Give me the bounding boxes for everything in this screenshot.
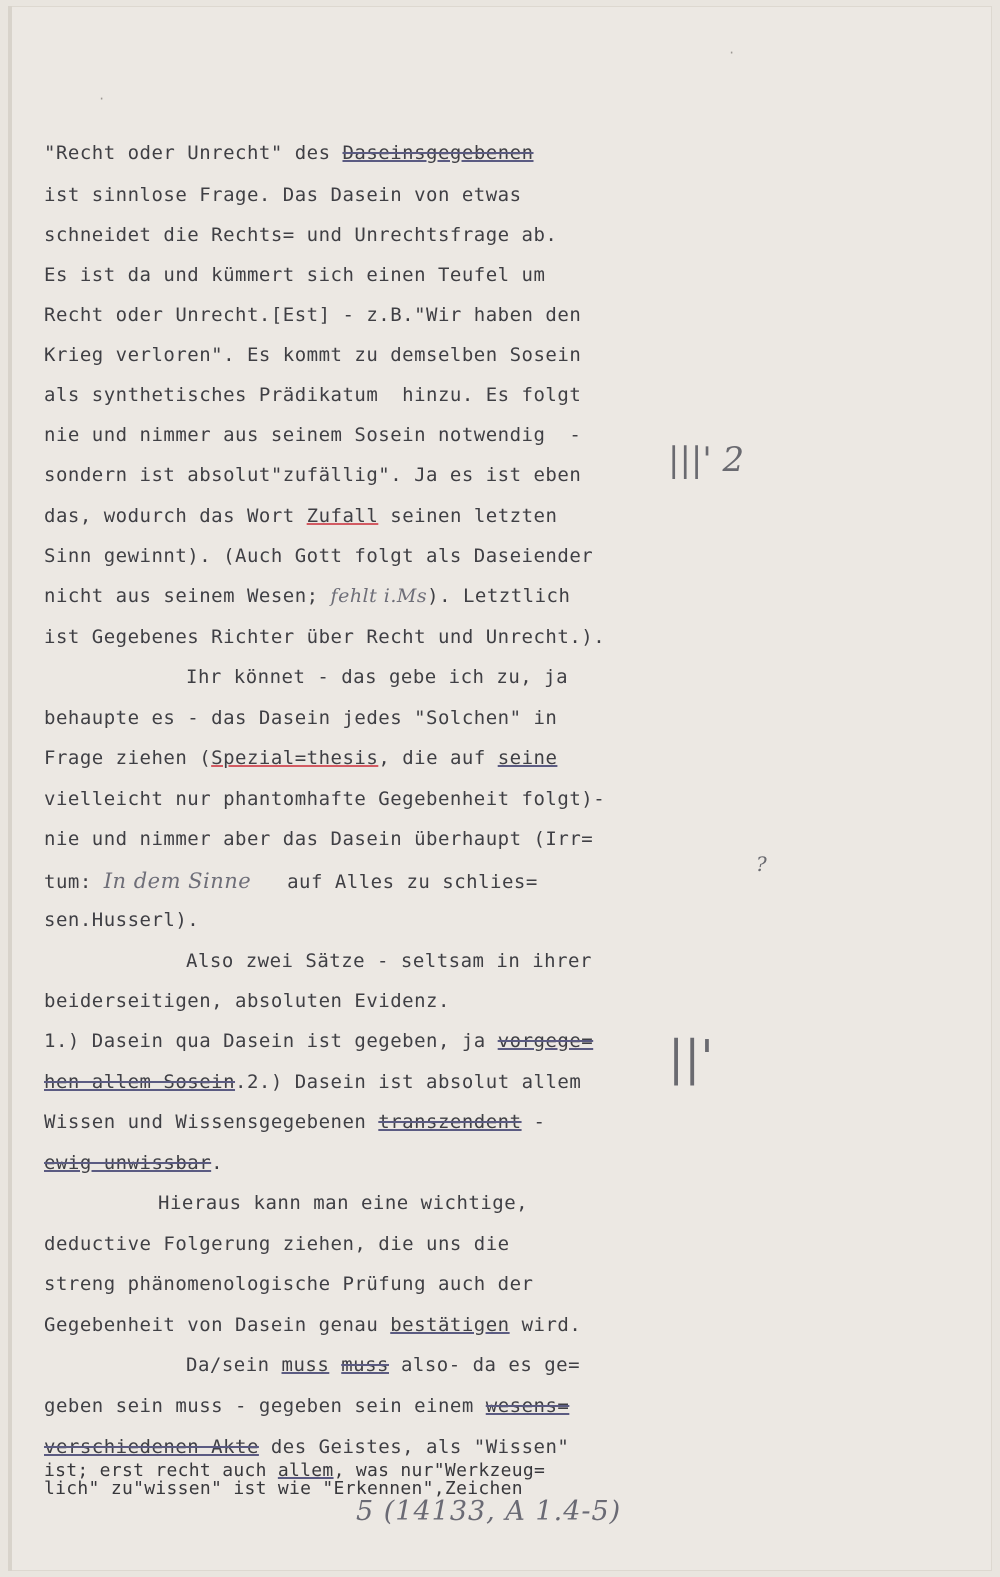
text-line-18: nie und nimmer aber das Dasein überhaupt (Irr=	[44, 828, 594, 850]
text-line-16	[44, 747, 557, 769]
underlined-word: allem	[277, 1460, 334, 1481]
underlined-word: seine	[497, 747, 558, 769]
text-line-7: als synthetisches Prädikatum hinzu. Es folgt	[44, 384, 582, 406]
handwritten-annotation: fehlt i.Ms	[330, 585, 428, 607]
text-line-14: Ihr könnet - das gebe ich zu, ja	[186, 666, 569, 688]
text-segment: .	[211, 1152, 224, 1174]
text-segment: also- da es ge=	[389, 1354, 581, 1376]
text-line-33	[44, 1436, 569, 1458]
paper-speck: ·	[728, 46, 736, 60]
text-segment: auf Alles zu schlies=	[251, 871, 538, 893]
text-segment: des Geistes, als "Wissen"	[258, 1436, 570, 1458]
text-segment: Frage ziehen (	[44, 747, 212, 769]
text-line-28: deductive Folgerung ziehen, die uns die	[44, 1233, 510, 1255]
text-line-30	[44, 1314, 581, 1336]
text-segment: Wissen und Wissensgegebenen	[44, 1111, 379, 1133]
text-line-29: streng phänomenologische Prüfung auch der	[44, 1273, 534, 1295]
text-line-3: schneidet die Rechts= und Unrechtsfrage ab.	[44, 224, 558, 246]
underlined-word: bestätigen	[390, 1314, 510, 1336]
text-line-24	[44, 1071, 581, 1093]
text-line-35: lich" zu"wissen" ist wie "Erkennen",Zeichen	[44, 1478, 523, 1499]
text-line-25	[44, 1111, 545, 1133]
text-line-8: nie und nimmer aus seinem Sosein notwendig -	[44, 424, 582, 446]
text-line-10	[44, 505, 557, 527]
text-segment: .2.) Dasein ist absolut allem	[235, 1071, 582, 1093]
text-line-17: vielleicht nur phantomhafte Gegebenheit folgt)-	[44, 788, 606, 810]
text-line-5: Recht oder Unrecht.[Est] - z.B."Wir haben den	[44, 304, 582, 326]
text-line-19	[44, 869, 538, 893]
text-segment: -	[521, 1111, 546, 1133]
underlined-word: hen allem Sosein	[44, 1071, 236, 1093]
text-line-23	[44, 1030, 593, 1052]
text-line-15: behaupte es - das Dasein jedes "Solchen" in	[44, 707, 558, 729]
text-line-26	[44, 1152, 223, 1174]
paper-speck: ·	[98, 92, 106, 106]
text-line-6: Krieg verloren". Es kommt zu demselben Sosein	[44, 344, 582, 366]
text-segment: seinen letzten	[378, 505, 558, 527]
text-line-13: ist Gegebenes Richter über Recht und Unrecht.).	[44, 626, 606, 648]
underlined-word: transzendent	[378, 1111, 522, 1133]
text-segment: tum:	[44, 871, 104, 893]
text-segment: "Recht oder Unrecht" des	[44, 142, 343, 164]
underlined-word: verschiedenen Akte	[44, 1436, 259, 1458]
text-segment: 1.) Dasein qua Dasein ist gegeben, ja	[44, 1030, 498, 1052]
text-segment: wird.	[509, 1314, 582, 1336]
text-line-31	[186, 1354, 580, 1376]
text-line-27: Hieraus kann man eine wichtige,	[158, 1192, 529, 1214]
underlined-word: Zufall	[306, 505, 379, 527]
text-segment: , was nur"Werkzeug=	[333, 1460, 546, 1481]
text-segment: ist; erst recht auch	[44, 1460, 278, 1481]
underlined-word: ewig unwissbar	[44, 1152, 212, 1174]
text-segment: , die auf	[378, 747, 498, 769]
underlined-word: Daseinsgegebenen	[342, 142, 534, 164]
struck-word: muss	[341, 1354, 389, 1376]
text-segment: das, wodurch das Wort	[44, 505, 307, 527]
handwritten-annotation: In dem Sinne	[103, 869, 252, 893]
margin-question-mark: ?	[756, 852, 767, 876]
text-line-32	[44, 1395, 569, 1417]
text-line-21: Also zwei Sätze - seltsam in ihrer	[186, 950, 592, 972]
text-line-12	[44, 585, 570, 607]
margin-mark-upper: |||' 2	[668, 440, 745, 480]
underlined-word: Spezial=thesis	[211, 747, 379, 769]
text-line-1	[44, 142, 534, 164]
text-segment: Da/sein	[186, 1354, 282, 1376]
underlined-word: wesens=	[485, 1395, 570, 1417]
text-line-4: Es ist da und kümmert sich einen Teufel um	[44, 264, 546, 286]
underlined-word: vorgege=	[497, 1030, 594, 1052]
margin-mark-lower: ||'	[668, 1030, 714, 1086]
text-line-22: beiderseitigen, absoluten Evidenz.	[44, 990, 450, 1012]
text-segment: geben sein muss - gegeben sein einem	[44, 1395, 486, 1417]
archive-reference-note: 5 (14133, A 1.4-5)	[356, 1496, 622, 1527]
text-line-9: sondern ist absolut"zufällig". Ja es ist eben	[44, 464, 582, 486]
text-line-20: sen.Husserl).	[44, 909, 200, 931]
underlined-word: muss	[281, 1354, 330, 1376]
text-segment: ). Letztlich	[427, 585, 571, 607]
page-edge	[8, 6, 12, 1571]
text-line-11: Sinn gewinnt). (Auch Gott folgt als Daseiender	[44, 545, 594, 567]
text-segment: nicht aus seinem Wesen;	[44, 585, 331, 607]
text-segment	[329, 1354, 341, 1376]
text-line-2: ist sinnlose Frage. Das Dasein von etwas	[44, 184, 522, 206]
text-segment: Gegebenheit von Dasein genau	[44, 1314, 391, 1336]
